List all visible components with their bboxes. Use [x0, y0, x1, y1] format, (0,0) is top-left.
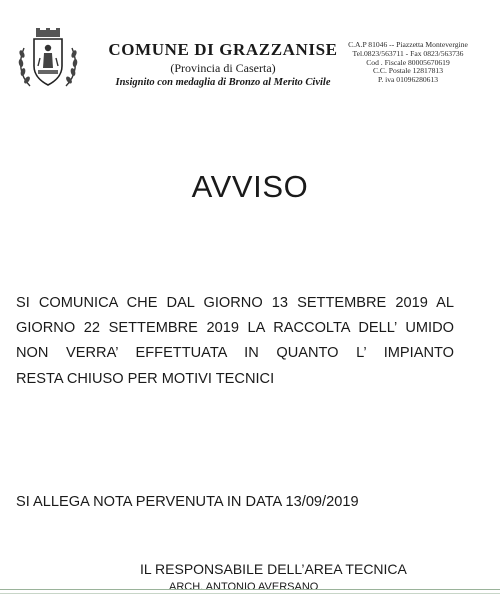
- municipal-crest-icon: [16, 28, 80, 92]
- footer-divider: [0, 589, 500, 590]
- signature-role: IL RESPONSABILE DELL’AREA TECNICA: [140, 561, 407, 577]
- attachment-note: SI ALLEGA NOTA PERVENUTA IN DATA 13/09/2019: [16, 494, 359, 510]
- contact-line: Tel.0823/563711 - Fax 0823/563736: [352, 48, 464, 58]
- contact-line: P. iva 01096280613: [377, 75, 439, 85]
- body-line: SI COMUNICA CHE DAL GIORNO 13 SETTEMBRE 2019 AL: [16, 295, 454, 311]
- body-line: RESTA CHIUSO PER MOTIVI TECNICI: [16, 370, 275, 387]
- municipality-name: COMUNE DI GRAZZANISE: [108, 40, 338, 59]
- province-label: (Provincia di Caserta): [170, 61, 276, 75]
- body-line: GIORNO 22 SETTEMBRE 2019 LA RACCOLTA DELL’ UMIDO: [16, 320, 454, 337]
- contact-line: C.C. Postale 12817813: [372, 66, 444, 76]
- municipality-header: [108, 40, 338, 90]
- contact-line: Cod . Fiscale 80005670619: [366, 57, 450, 67]
- signature-name: ARCH. ANTONIO AVERSANO: [169, 581, 319, 593]
- contact-line: C.A.P 81046 -- Piazzetta Montevergine: [348, 40, 468, 49]
- notice-body: [16, 291, 454, 392]
- footer-divider: [0, 593, 500, 594]
- honor-subtitle: Insignito con medaglia di Bronzo al Merito Civile: [115, 77, 331, 88]
- body-line: NON VERRA’ EFFETTUATA IN QUANTO L’ IMPIANTO: [16, 345, 454, 362]
- notice-title: AVVISO: [191, 169, 309, 204]
- contact-block: [338, 41, 478, 85]
